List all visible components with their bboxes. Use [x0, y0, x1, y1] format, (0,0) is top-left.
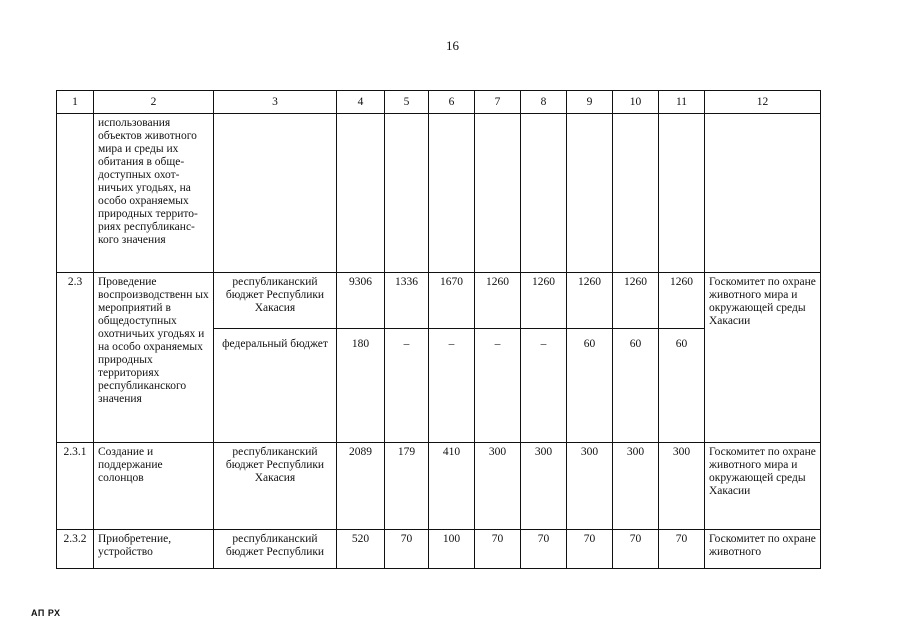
column-header: 11: [659, 91, 705, 114]
column-header: 8: [521, 91, 567, 114]
funding-source: республиканский бюджет Республики: [214, 530, 337, 569]
column-header: 5: [385, 91, 429, 114]
value-cell: 180: [337, 329, 385, 443]
column-header: 1: [57, 91, 94, 114]
executor: Госкомитет по охране животного мира и окружающей среды Хакасии: [705, 443, 821, 530]
value-cell: 70: [567, 530, 613, 569]
value-cell: 100: [429, 530, 475, 569]
value-cell: 60: [613, 329, 659, 443]
page-number: 16: [446, 38, 459, 53]
value-cell: 1260: [475, 273, 521, 329]
table-row: [57, 530, 821, 569]
row-name: использования объектов животного мира и среды их обитания в обще-доступных охот-ничьих угодьях, на особо охраняемых природных террито-риях республиканс-кого значения: [94, 114, 214, 273]
value-cell: 1260: [521, 273, 567, 329]
column-header: 12: [705, 91, 821, 114]
value-cell: 520: [337, 530, 385, 569]
column-header: 7: [475, 91, 521, 114]
value-cell: 1260: [613, 273, 659, 329]
header-row: [57, 91, 821, 114]
executor: Госкомитет по охране животного: [705, 530, 821, 569]
row-name: Проведение воспроизводственн ых мероприятий в общедоступных охотничьих угодьях и на особо охраняемых природных территориях республиканского значения: [94, 273, 214, 443]
row-name: Приобретение, устройство: [94, 530, 214, 569]
executor: Госкомитет по охране животного мира и окружающей среды Хакасии: [705, 273, 821, 443]
table-row: [57, 114, 821, 273]
value-cell: 70: [521, 530, 567, 569]
column-header: 6: [429, 91, 475, 114]
column-header: 10: [613, 91, 659, 114]
value-cell: 1670: [429, 273, 475, 329]
row-number: 2.3: [57, 273, 94, 443]
value-cell: 60: [659, 329, 705, 443]
value-cell: 70: [613, 530, 659, 569]
footer-mark: АП РХ: [31, 608, 61, 618]
budget-table: [56, 90, 821, 569]
value-cell: 300: [521, 443, 567, 530]
value-cell: 410: [429, 443, 475, 530]
column-header: 4: [337, 91, 385, 114]
table-row: [57, 443, 821, 530]
value-cell: 70: [659, 530, 705, 569]
column-header: 2: [94, 91, 214, 114]
value-cell: 300: [475, 443, 521, 530]
value-cell: –: [475, 329, 521, 443]
funding-source: федеральный бюджет: [214, 329, 337, 443]
value-cell: 1336: [385, 273, 429, 329]
value-cell: 60: [567, 329, 613, 443]
value-cell: 2089: [337, 443, 385, 530]
value-cell: 70: [475, 530, 521, 569]
funding-source: республиканский бюджет Республики Хакасия: [214, 443, 337, 530]
value-cell: 179: [385, 443, 429, 530]
value-cell: 300: [659, 443, 705, 530]
row-number: 2.3.2: [57, 530, 94, 569]
value-cell: 1260: [659, 273, 705, 329]
value-cell: 1260: [567, 273, 613, 329]
value-cell: –: [385, 329, 429, 443]
value-cell: 70: [385, 530, 429, 569]
row-name: Создание и поддержание солонцов: [94, 443, 214, 530]
column-header: 9: [567, 91, 613, 114]
table-row: [57, 273, 821, 329]
value-cell: –: [429, 329, 475, 443]
value-cell: 300: [567, 443, 613, 530]
funding-source: республиканский бюджет Республики Хакасия: [214, 273, 337, 329]
value-cell: 300: [613, 443, 659, 530]
value-cell: –: [521, 329, 567, 443]
value-cell: 9306: [337, 273, 385, 329]
row-number: 2.3.1: [57, 443, 94, 530]
column-header: 3: [214, 91, 337, 114]
